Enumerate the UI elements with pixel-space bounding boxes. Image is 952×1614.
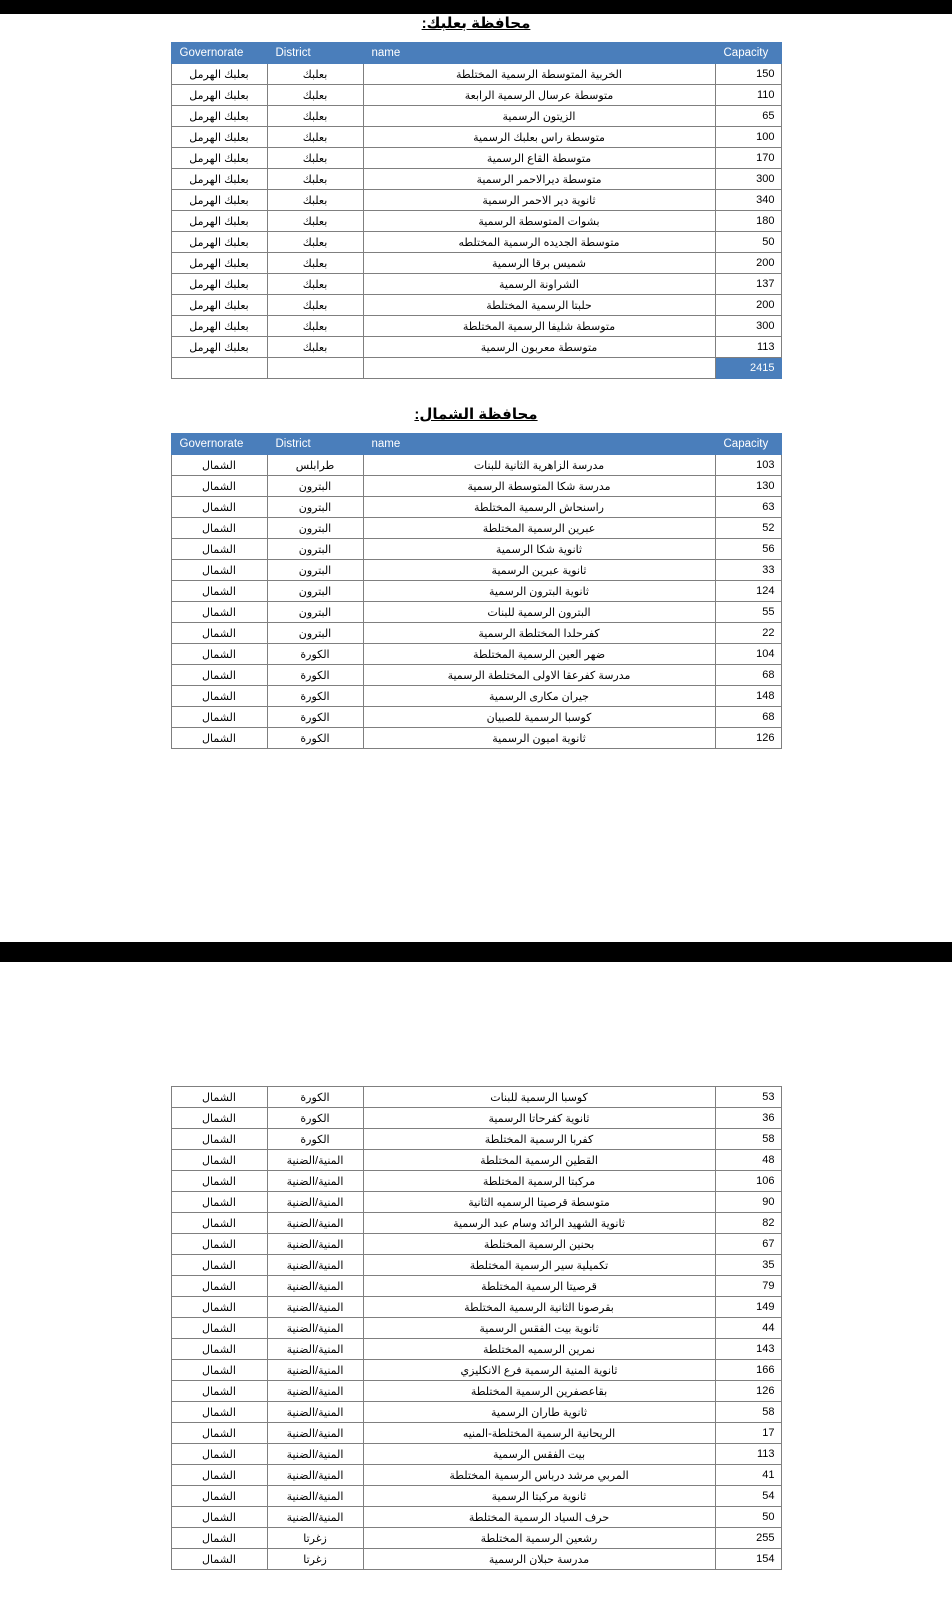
cell-governorate: الشمال xyxy=(171,560,267,581)
cell-capacity: 180 xyxy=(715,211,781,232)
cell-school-name: مدرسة حبلان الرسمية xyxy=(363,1549,715,1570)
document-page-2 xyxy=(0,962,952,1614)
cell-district: المنية/الضنية xyxy=(267,1423,363,1444)
cell-capacity: 33 xyxy=(715,560,781,581)
cell-capacity: 36 xyxy=(715,1108,781,1129)
cell-capacity: 300 xyxy=(715,169,781,190)
cell-governorate: بعلبك الهرمل xyxy=(171,169,267,190)
cell-governorate: الشمال xyxy=(171,497,267,518)
cell-school-name: بقاعصفرين الرسمية المختلطة xyxy=(363,1381,715,1402)
cell-school-name: متوسطة ديرالاحمر الرسمية xyxy=(363,169,715,190)
table-row xyxy=(171,1360,781,1381)
cell-school-name: حلبتا الرسمية المختلطة xyxy=(363,295,715,316)
cell-governorate: الشمال xyxy=(171,1339,267,1360)
table-row xyxy=(171,1129,781,1150)
cell-governorate: الشمال xyxy=(171,1423,267,1444)
cell-school-name: الشراونة الرسمية xyxy=(363,274,715,295)
table-row xyxy=(171,1486,781,1507)
table-row xyxy=(171,1507,781,1528)
cell-governorate: بعلبك الهرمل xyxy=(171,85,267,106)
table-row xyxy=(171,1108,781,1129)
cell-governorate: الشمال xyxy=(171,1486,267,1507)
table-row xyxy=(171,1297,781,1318)
cell-school-name: ثانوية اميون الرسمية xyxy=(363,728,715,749)
table-row xyxy=(171,1318,781,1339)
cell-school-name: عبرين الرسمية المختلطة xyxy=(363,518,715,539)
cell-school-name: قرصيتا الرسمية المختلطة xyxy=(363,1276,715,1297)
cell-school-name: متوسطة الجديده الرسمية المختلطه xyxy=(363,232,715,253)
cell-governorate: الشمال xyxy=(171,1108,267,1129)
cell-governorate: الشمال xyxy=(171,665,267,686)
cell-district: البترون xyxy=(267,623,363,644)
cell-school-name: ثانوية مركبتا الرسمية xyxy=(363,1486,715,1507)
column-header-governorate: Governorate xyxy=(171,43,267,64)
cell-district: المنية/الضنية xyxy=(267,1297,363,1318)
cell-district: زغرتا xyxy=(267,1549,363,1570)
cell-capacity: 44 xyxy=(715,1318,781,1339)
page-separator xyxy=(0,942,952,962)
cell-school-name: كفرحلدا المختلطة الرسمية xyxy=(363,623,715,644)
cell-district: المنية/الضنية xyxy=(267,1402,363,1423)
cell-capacity: 17 xyxy=(715,1423,781,1444)
cell-governorate: الشمال xyxy=(171,1381,267,1402)
cell-district: بعلبك xyxy=(267,211,363,232)
cell-district: المنية/الضنية xyxy=(267,1150,363,1171)
cell-governorate: الشمال xyxy=(171,1255,267,1276)
table-header-row xyxy=(171,434,781,455)
cell-capacity: 56 xyxy=(715,539,781,560)
cell-capacity: 150 xyxy=(715,64,781,85)
cell-capacity: 67 xyxy=(715,1234,781,1255)
cell-school-name: ضهر العين الرسمية المختلطة xyxy=(363,644,715,665)
table-row xyxy=(171,253,781,274)
table-row xyxy=(171,295,781,316)
cell-governorate: بعلبك الهرمل xyxy=(171,211,267,232)
cell-district: بعلبك xyxy=(267,274,363,295)
table-row xyxy=(171,686,781,707)
cell-capacity: 126 xyxy=(715,1381,781,1402)
cell-capacity: 124 xyxy=(715,581,781,602)
cell-governorate: بعلبك الهرمل xyxy=(171,106,267,127)
table-row xyxy=(171,707,781,728)
cell-capacity: 52 xyxy=(715,518,781,539)
cell-capacity: 90 xyxy=(715,1192,781,1213)
cell-capacity: 65 xyxy=(715,106,781,127)
cell-district: المنية/الضنية xyxy=(267,1507,363,1528)
table-row xyxy=(171,106,781,127)
table-row xyxy=(171,665,781,686)
cell-governorate: الشمال xyxy=(171,1507,267,1528)
cell-governorate: بعلبك الهرمل xyxy=(171,190,267,211)
cell-capacity: 340 xyxy=(715,190,781,211)
cell-district: المنية/الضنية xyxy=(267,1318,363,1339)
cell-school-name: ثانوية بيت الفقس الرسمية xyxy=(363,1318,715,1339)
cell-capacity: 48 xyxy=(715,1150,781,1171)
table-row xyxy=(171,1444,781,1465)
cell-capacity: 200 xyxy=(715,295,781,316)
cell-school-name: متوسطة شليفا الرسمية المختلطة xyxy=(363,316,715,337)
table-row xyxy=(171,1276,781,1297)
cell-governorate: الشمال xyxy=(171,1213,267,1234)
table-row xyxy=(171,728,781,749)
table-row xyxy=(171,274,781,295)
cell-capacity: 255 xyxy=(715,1528,781,1549)
table-header-row xyxy=(171,43,781,64)
cell-governorate: الشمال xyxy=(171,602,267,623)
cell-capacity: 82 xyxy=(715,1213,781,1234)
cell-school-name: شميس برقا الرسمية xyxy=(363,253,715,274)
section-title-north: محافظة الشمال: xyxy=(414,406,538,423)
cell-governorate: الشمال xyxy=(171,1402,267,1423)
table-row xyxy=(171,190,781,211)
cell-capacity: 55 xyxy=(715,602,781,623)
cell-governorate: الشمال xyxy=(171,1150,267,1171)
table-row xyxy=(171,602,781,623)
cell-district: بعلبك xyxy=(267,106,363,127)
table-row xyxy=(171,1171,781,1192)
table-row xyxy=(171,1255,781,1276)
cell-district: المنية/الضنية xyxy=(267,1255,363,1276)
cell-school-name: متوسطة عرسال الرسمية الرابعة xyxy=(363,85,715,106)
table-row xyxy=(171,1234,781,1255)
cell-capacity: 79 xyxy=(715,1276,781,1297)
cell-governorate: الشمال xyxy=(171,1297,267,1318)
cell-school-name: بشوات المتوسطة الرسمية xyxy=(363,211,715,232)
cell-school-name: الريحانية الرسمية المختلطة-المنيه xyxy=(363,1423,715,1444)
table-row xyxy=(171,148,781,169)
cell-capacity: 68 xyxy=(715,665,781,686)
cell-district: بعلبك xyxy=(267,148,363,169)
table-row xyxy=(171,1381,781,1402)
table-row xyxy=(171,644,781,665)
table-north xyxy=(171,433,782,749)
cell-district: الكورة xyxy=(267,728,363,749)
table-row xyxy=(171,316,781,337)
cell-school-name: متوسطة قرصيتا الرسميه الثانية xyxy=(363,1192,715,1213)
cell-capacity: 200 xyxy=(715,253,781,274)
cell-district: بعلبك xyxy=(267,64,363,85)
document-page-1 xyxy=(0,14,952,942)
cell-governorate: الشمال xyxy=(171,518,267,539)
cell-governorate: بعلبك الهرمل xyxy=(171,64,267,85)
table-baalbek xyxy=(171,42,782,379)
cell-governorate: الشمال xyxy=(171,1171,267,1192)
cell-capacity: 300 xyxy=(715,316,781,337)
cell-capacity: 110 xyxy=(715,85,781,106)
cell-governorate: الشمال xyxy=(171,1192,267,1213)
column-header-capacity: Capacity xyxy=(715,43,781,64)
cell-governorate: بعلبك الهرمل xyxy=(171,253,267,274)
cell-school-name: ثانوية الشهيد الرائد وسام عبد الرسمية xyxy=(363,1213,715,1234)
cell-capacity: 35 xyxy=(715,1255,781,1276)
table-row xyxy=(171,518,781,539)
table-row xyxy=(171,1192,781,1213)
table-row xyxy=(171,169,781,190)
cell-governorate: بعلبك الهرمل xyxy=(171,316,267,337)
column-header-district: District xyxy=(267,434,363,455)
cell-district: الكورة xyxy=(267,1129,363,1150)
cell-governorate: الشمال xyxy=(171,644,267,665)
cell-capacity: 106 xyxy=(715,1171,781,1192)
cell-governorate: الشمال xyxy=(171,476,267,497)
cell-school-name: مدرسة كفرعقا الاولى المختلطة الرسمية xyxy=(363,665,715,686)
cell-district: المنية/الضنية xyxy=(267,1360,363,1381)
table-row xyxy=(171,476,781,497)
table-row xyxy=(171,337,781,358)
cell-district: المنية/الضنية xyxy=(267,1192,363,1213)
cell-school-name: الزيتون الرسمية xyxy=(363,106,715,127)
cell-district: المنية/الضنية xyxy=(267,1465,363,1486)
table-total-row xyxy=(171,358,781,379)
column-header-district: District xyxy=(267,43,363,64)
cell-district: الكورة xyxy=(267,665,363,686)
cell-district: بعلبك xyxy=(267,253,363,274)
table-row xyxy=(171,1465,781,1486)
cell-governorate: الشمال xyxy=(171,1465,267,1486)
cell-governorate: الشمال xyxy=(171,1318,267,1339)
cell-district: المنية/الضنية xyxy=(267,1381,363,1402)
cell-school-name: جيران مكارى الرسمية xyxy=(363,686,715,707)
cell-district: المنية/الضنية xyxy=(267,1339,363,1360)
cell-capacity: 58 xyxy=(715,1402,781,1423)
cell-school-name: الخربية المتوسطة الرسمية المختلطة xyxy=(363,64,715,85)
cell-school-name: كوسبا الرسمية للبنات xyxy=(363,1087,715,1108)
cell-district: المنية/الضنية xyxy=(267,1486,363,1507)
cell-governorate: بعلبك الهرمل xyxy=(171,295,267,316)
cell-school-name: كوسبا الرسمية للصبيان xyxy=(363,707,715,728)
cell-governorate: الشمال xyxy=(171,623,267,644)
cell-school-name: متوسطة راس بعلبك الرسمية xyxy=(363,127,715,148)
cell-school-name: ثانوية البترون الرسمية xyxy=(363,581,715,602)
cell-school-name: بحنين الرسمية المختلطة xyxy=(363,1234,715,1255)
cell-school-name: ثانوية كفرحاتا الرسمية xyxy=(363,1108,715,1129)
page-top-margin xyxy=(0,962,952,1086)
cell-district: المنية/الضنية xyxy=(267,1171,363,1192)
cell-district: بعلبك xyxy=(267,127,363,148)
cell-total-capacity: 2415 xyxy=(715,358,781,379)
table-row xyxy=(171,1087,781,1108)
cell-capacity: 41 xyxy=(715,1465,781,1486)
cell-capacity: 104 xyxy=(715,644,781,665)
cell-district: الكورة xyxy=(267,1108,363,1129)
table-row xyxy=(171,455,781,476)
cell-governorate: الشمال xyxy=(171,1087,267,1108)
cell-governorate: بعلبك الهرمل xyxy=(171,127,267,148)
cell-governorate: الشمال xyxy=(171,707,267,728)
table-row xyxy=(171,1402,781,1423)
cell-school-name: تكميلية سير الرسمية المختلطة xyxy=(363,1255,715,1276)
cell-district: بعلبك xyxy=(267,316,363,337)
cell-governorate: الشمال xyxy=(171,539,267,560)
cell-district: طرابلس xyxy=(267,455,363,476)
cell-capacity: 149 xyxy=(715,1297,781,1318)
cell-capacity: 113 xyxy=(715,1444,781,1465)
cell-school-name: حرف السياد الرسمية المختلطة xyxy=(363,1507,715,1528)
table-row xyxy=(171,127,781,148)
cell-governorate: الشمال xyxy=(171,1444,267,1465)
table-row xyxy=(171,497,781,518)
table-row xyxy=(171,1339,781,1360)
table-row xyxy=(171,232,781,253)
table-row xyxy=(171,1423,781,1444)
cell-school-name: ثانوية دير الاحمر الرسمية xyxy=(363,190,715,211)
cell-governorate: الشمال xyxy=(171,581,267,602)
cell-governorate: الشمال xyxy=(171,1549,267,1570)
cell-school-name: كفربا الرسمية المختلطة xyxy=(363,1129,715,1150)
cell-district: بعلبك xyxy=(267,337,363,358)
cell-school-name: ثانوية عبرين الرسمية xyxy=(363,560,715,581)
cell-district: الكورة xyxy=(267,644,363,665)
cell-school-name: ثانوية شكا الرسمية xyxy=(363,539,715,560)
cell-capacity: 50 xyxy=(715,232,781,253)
cell-capacity: 58 xyxy=(715,1129,781,1150)
cell-capacity: 113 xyxy=(715,337,781,358)
cell-governorate: الشمال xyxy=(171,455,267,476)
cell-school-name: بقرصونا الثانية الرسمية المختلطة xyxy=(363,1297,715,1318)
cell-district: المنية/الضنية xyxy=(267,1213,363,1234)
cell-district: المنية/الضنية xyxy=(267,1276,363,1297)
cell-school-name: رشعين الرسمية المختلطة xyxy=(363,1528,715,1549)
cell-district: البترون xyxy=(267,539,363,560)
cell-capacity: 53 xyxy=(715,1087,781,1108)
table-row xyxy=(171,1549,781,1570)
column-header-name: name xyxy=(363,434,715,455)
table-row xyxy=(171,85,781,106)
cell-school-name: ثانوية طاران الرسمية xyxy=(363,1402,715,1423)
cell-governorate: الشمال xyxy=(171,1360,267,1381)
cell-capacity: 137 xyxy=(715,274,781,295)
cell-district: زغرتا xyxy=(267,1528,363,1549)
cell-district: البترون xyxy=(267,518,363,539)
cell-school-name: المربي مرشد درباس الرسمية المختلطة xyxy=(363,1465,715,1486)
cell-district: الكورة xyxy=(267,1087,363,1108)
cell-capacity: 22 xyxy=(715,623,781,644)
table-row xyxy=(171,560,781,581)
table-row xyxy=(171,1213,781,1234)
cell-capacity: 148 xyxy=(715,686,781,707)
cell-district: بعلبك xyxy=(267,169,363,190)
section-title-baalbek: محافظة بعلبك: xyxy=(421,15,531,32)
table-row xyxy=(171,581,781,602)
cell-school-name: متوسطة القاع الرسمية xyxy=(363,148,715,169)
cell-school-name: مركبتا الرسمية المختلطة xyxy=(363,1171,715,1192)
cell-capacity: 50 xyxy=(715,1507,781,1528)
table-row xyxy=(171,1528,781,1549)
cell-governorate: الشمال xyxy=(171,686,267,707)
cell-governorate: بعلبك الهرمل xyxy=(171,337,267,358)
column-header-governorate: Governorate xyxy=(171,434,267,455)
cell-district: البترون xyxy=(267,497,363,518)
cell-school-name: ثانوية المنية الرسمية فرع الانكليزي xyxy=(363,1360,715,1381)
cell-empty xyxy=(363,358,715,379)
cell-school-name: مدرسة الزاهرية الثانية للبنات xyxy=(363,455,715,476)
cell-governorate: الشمال xyxy=(171,728,267,749)
table-north-continued xyxy=(171,1086,782,1570)
cell-capacity: 143 xyxy=(715,1339,781,1360)
table-row xyxy=(171,623,781,644)
table-row xyxy=(171,64,781,85)
cell-district: بعلبك xyxy=(267,190,363,211)
table-row xyxy=(171,1150,781,1171)
cell-district: البترون xyxy=(267,581,363,602)
cell-school-name: راسنحاش الرسمية المختلطة xyxy=(363,497,715,518)
cell-capacity: 68 xyxy=(715,707,781,728)
cell-governorate: بعلبك الهرمل xyxy=(171,274,267,295)
cell-school-name: متوسطة معربون الرسمية xyxy=(363,337,715,358)
cell-governorate: الشمال xyxy=(171,1129,267,1150)
cell-capacity: 154 xyxy=(715,1549,781,1570)
cell-district: بعلبك xyxy=(267,232,363,253)
cell-school-name: البترون الرسمية للبنات xyxy=(363,602,715,623)
cell-district: البترون xyxy=(267,560,363,581)
cell-governorate: بعلبك الهرمل xyxy=(171,232,267,253)
cell-capacity: 126 xyxy=(715,728,781,749)
cell-capacity: 54 xyxy=(715,1486,781,1507)
cell-governorate: الشمال xyxy=(171,1528,267,1549)
cell-capacity: 63 xyxy=(715,497,781,518)
cell-capacity: 130 xyxy=(715,476,781,497)
cell-capacity: 170 xyxy=(715,148,781,169)
cell-district: بعلبك xyxy=(267,85,363,106)
cell-district: المنية/الضنية xyxy=(267,1234,363,1255)
cell-governorate: بعلبك الهرمل xyxy=(171,148,267,169)
cell-district: الكورة xyxy=(267,707,363,728)
cell-district: البترون xyxy=(267,476,363,497)
cell-district: المنية/الضنية xyxy=(267,1444,363,1465)
cell-empty xyxy=(171,358,267,379)
column-header-capacity: Capacity xyxy=(715,434,781,455)
cell-district: بعلبك xyxy=(267,295,363,316)
cell-school-name: نمرين الرسميه المختلطة xyxy=(363,1339,715,1360)
cell-empty xyxy=(267,358,363,379)
cell-school-name: القطين الرسمية المختلطة xyxy=(363,1150,715,1171)
table-row xyxy=(171,211,781,232)
cell-district: البترون xyxy=(267,602,363,623)
cell-governorate: الشمال xyxy=(171,1234,267,1255)
cell-capacity: 100 xyxy=(715,127,781,148)
cell-capacity: 103 xyxy=(715,455,781,476)
cell-governorate: الشمال xyxy=(171,1276,267,1297)
cell-district: الكورة xyxy=(267,686,363,707)
cell-capacity: 166 xyxy=(715,1360,781,1381)
table-row xyxy=(171,539,781,560)
cell-school-name: مدرسة شكا المتوسطة الرسمية xyxy=(363,476,715,497)
column-header-name: name xyxy=(363,43,715,64)
cell-school-name: بيت الفقس الرسمية xyxy=(363,1444,715,1465)
